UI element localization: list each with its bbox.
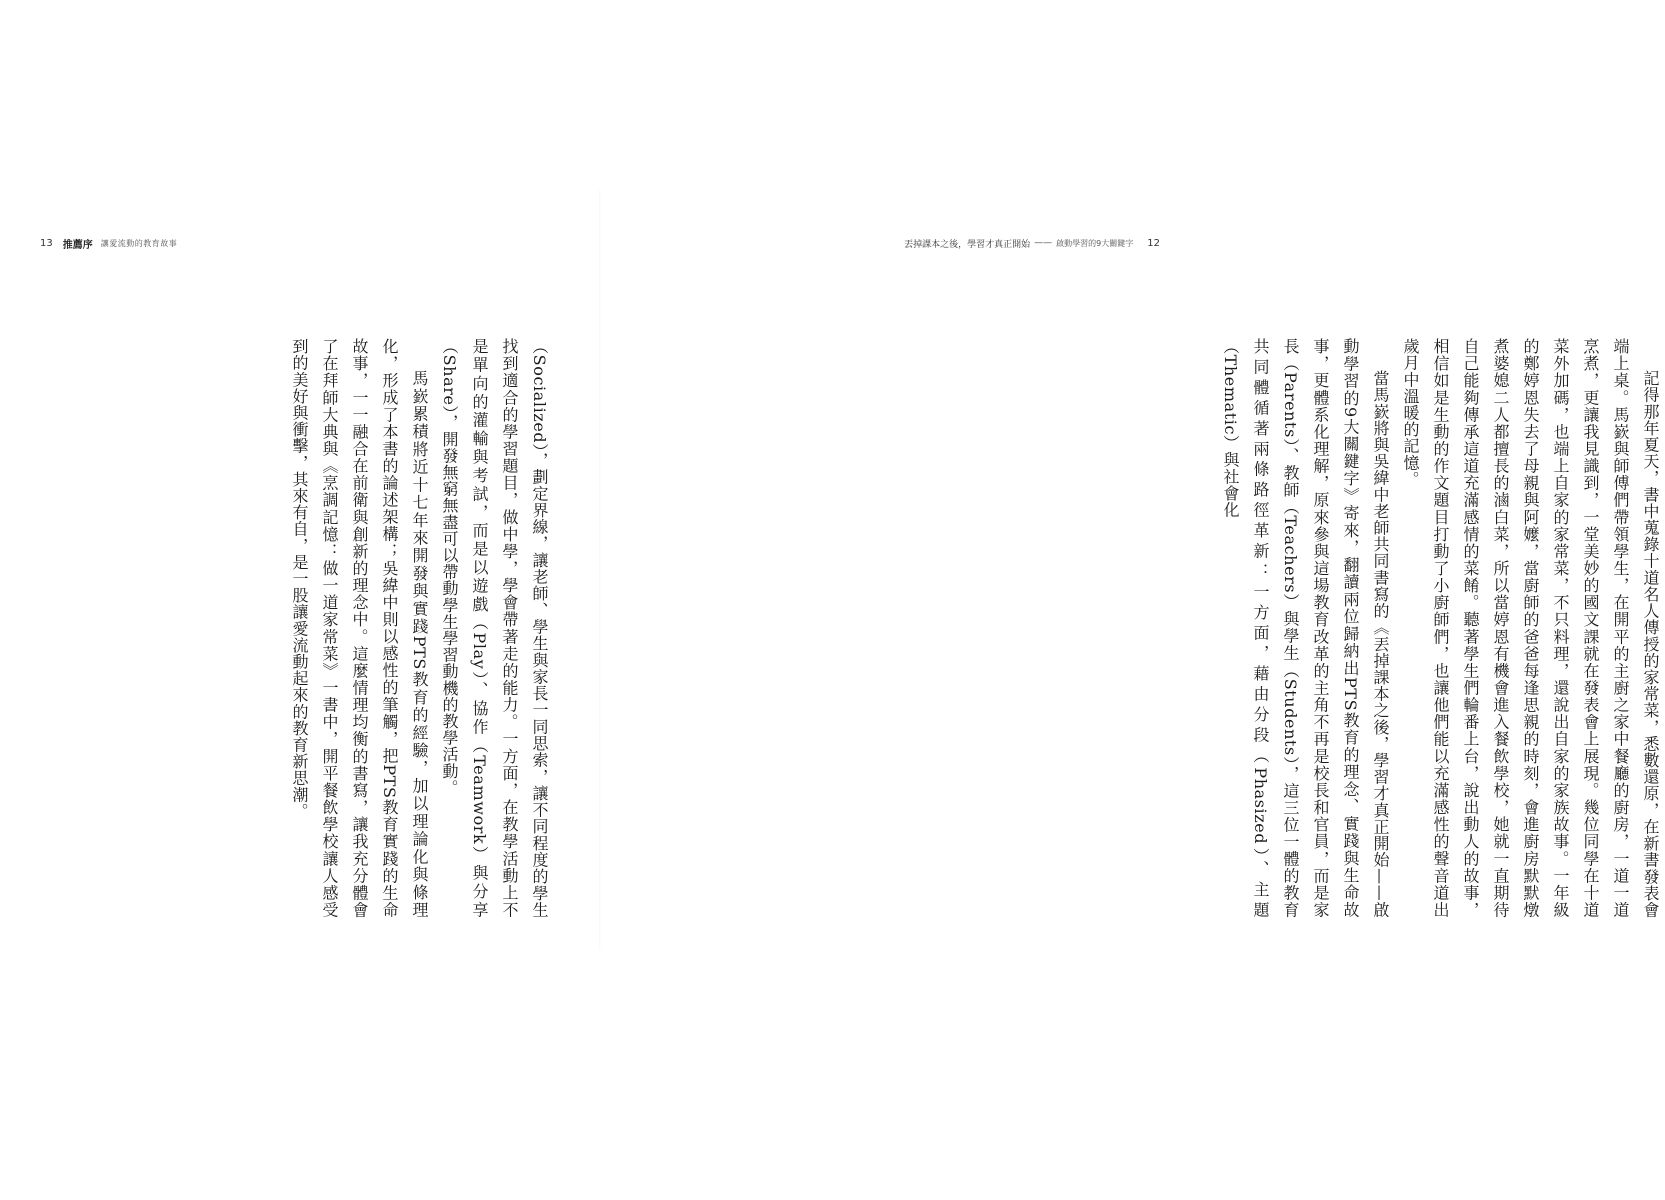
right-running-subtitle: 啟動學習的9大關鍵字 xyxy=(1056,238,1134,248)
right-body-text xyxy=(1221,338,1665,918)
right-page-number: 12 xyxy=(1147,237,1160,249)
left-section-title: 讓愛流動的教育故事 xyxy=(100,238,178,248)
left-section-label: 推薦序 xyxy=(62,239,93,251)
right-title-dash: —— xyxy=(1034,238,1053,248)
left-paragraph-1: （Socialized），劃定界線，讓老師、學生與家長一同思索，讓不同程度的學生找到適合的學習題目，做中學，學會帶著走的能力。一方面，在教學活動上不是單向的灌輸與考試，而是以遊戲（Play）、協作（Teamwork）與分享（Share），開發無窮無盡可以帶動學生學習動機的教學活動。 xyxy=(440,338,549,918)
right-running-header xyxy=(904,236,1160,250)
right-paragraph-2: 當馬嶔將與吳緯中老師共同書寫的《丟掉課本之後，學習才真正開始——啟動學習的9大關鍵字》寄來，翻讀兩位歸納出PTS教育的理念、實踐與生命故事，更體系化理解，原來參與這場教育改革的主角不再是校長和官員，而是家長（Parents）、教師（Teachers）與學生（Students），這三位一體的教育共同體循著兩條路徑革新：一方面，藉由分段（Phasized）、主題（Thematic）與社會化 xyxy=(1221,338,1390,918)
left-page-number: 13 xyxy=(40,237,53,249)
left-paragraph-2: 馬嶔累積將近十七年來開發與實踐PTS教育的經驗，加以理論化與條理化，形成了本書的論述架構；吳緯中則以感性的筆觸，把PTS教育實踐的生命故事，一一融合在前衛與創新的理念中。這麼情理均衡的書寫，讓我充分體會了在拜師大典與《烹調記憶：做一道家常菜》一書中，開平餐飲學校讓人感受到的美好與衝擊，其來有自，是一股讓愛流動起來的教育新思潮。 xyxy=(290,338,429,918)
left-body-text xyxy=(222,338,554,918)
right-running-title: 丟掉課本之後，學習才真正開始 xyxy=(904,239,1031,250)
left-page xyxy=(0,0,600,1200)
right-paragraph-1: 記得那年夏天，書中蒐錄十道名人傳授的家常菜，悉數還原，在新書發表會端上桌。馬嶔與師傅們帶領學生，在開平的主廚之家中餐廳的廚房，一道一道烹煮，更讓我見識到，一堂美妙的國文課就在發表會上展現。幾位同學在十道菜外加碼，也端上自家的家常菜，不只料理，還說出自家的家族故事。一年級的鄭婷恩失去了母親與阿嬤，當廚師的爸爸每逢思親的時刻，會進廚房默默燉煮婆媳二人都擅長的滷白菜，所以當婷恩有機會進入餐飲學校，她就一直期待自己能夠傳承這道充滿感情的菜餚。聽著學生們輪番上台，說出動人的故事，相信如是生動的作文題目打動了小廚師們，也讓他們能以充滿感性的聲音道出歲月中溫暖的記憶。 xyxy=(1401,338,1660,918)
left-running-header xyxy=(40,236,177,250)
right-page xyxy=(600,0,1660,1200)
